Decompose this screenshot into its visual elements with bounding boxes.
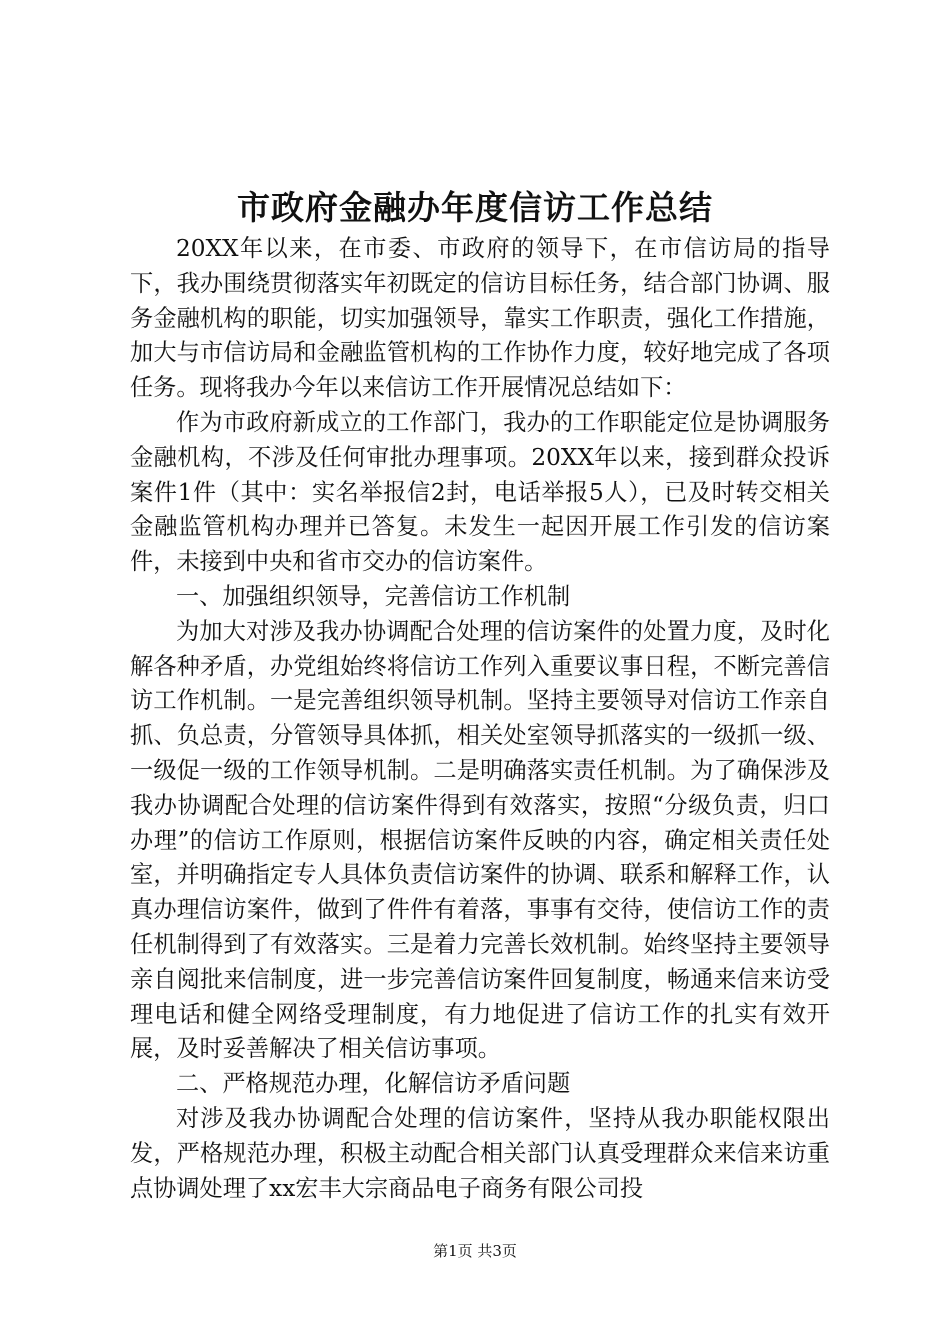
paragraph-intro: 20XX年以来，在市委、市政府的领导下，在市信访局的指导下，我办围绕贯彻落实年初既定的信访目标任务，结合部门协调、服务金融机构的职能，切实加强领导，靠实工作职责，强化工作措施，加大与市信访局和金融监管机构的工作协作力度，较好地完成了各项任务。现将我办今年以来信访工作开展情况总结如下： [130,235,830,402]
document-title: 市政府金融办年度信访工作总结 [237,188,713,227]
paragraph-section-2: 对涉及我办协调配合处理的信访案件，坚持从我办职能权限出发，严格规范办理，积极主动配合相关部门认真受理群众来信来访重点协调处理了xx宏丰大宗商品电子商务有限公司投 [130,1104,830,1202]
section-heading-2: 二、严格规范办理，化解信访矛盾问题 [176,1070,571,1098]
document-body [130,232,830,1206]
paragraph-section-1: 为加大对涉及我办协调配合处理的信访案件的处置力度，及时化解各种矛盾，办党组始终将信访工作列入重要议事日程，不断完善信访工作机制。一是完善组织领导机制。坚持主要领导对信访工作亲自抓、负总责，分管领导具体抓，相关处室领导抓落实的一级抓一级、一级促一级的工作领导机制。二是明确落实责任机制。为了确保涉及我办协调配合处理的信访案件得到有效落实，按照“分级负责，归口办理”的信访工作原则，根据信访案件反映的内容，确定相关责任处室，并明确指定专人具体负责信访案件的协调、联系和解释工作，认真办理信访案件，做到了件件有着落，事事有交待，使信访工作的责任机制得到了有效落实。三是着力完善长效机制。始终坚持主要领导亲自阅批来信制度，进一步完善信访案件回复制度，畅通来信来访受理电话和健全网络受理制度，有力地促进了信访工作的扎实有效开展，及时妥善解决了相关信访事项。 [130,617,830,1063]
section-heading-1: 一、加强组织领导，完善信访工作机制 [176,582,571,610]
page-number-footer: 第1页 共3页 [433,1242,517,1260]
paragraph-overview: 作为市政府新成立的工作部门，我办的工作职能定位是协调服务金融机构，不涉及任何审批办理事项。20XX年以来，接到群众投诉案件1件（其中：实名举报信2封，电话举报5人），已及时转交相关金融监管机构办理并已答复。未发生一起因开展工作引发的信访案件，未接到中央和省市交办的信访案件。 [130,408,830,576]
